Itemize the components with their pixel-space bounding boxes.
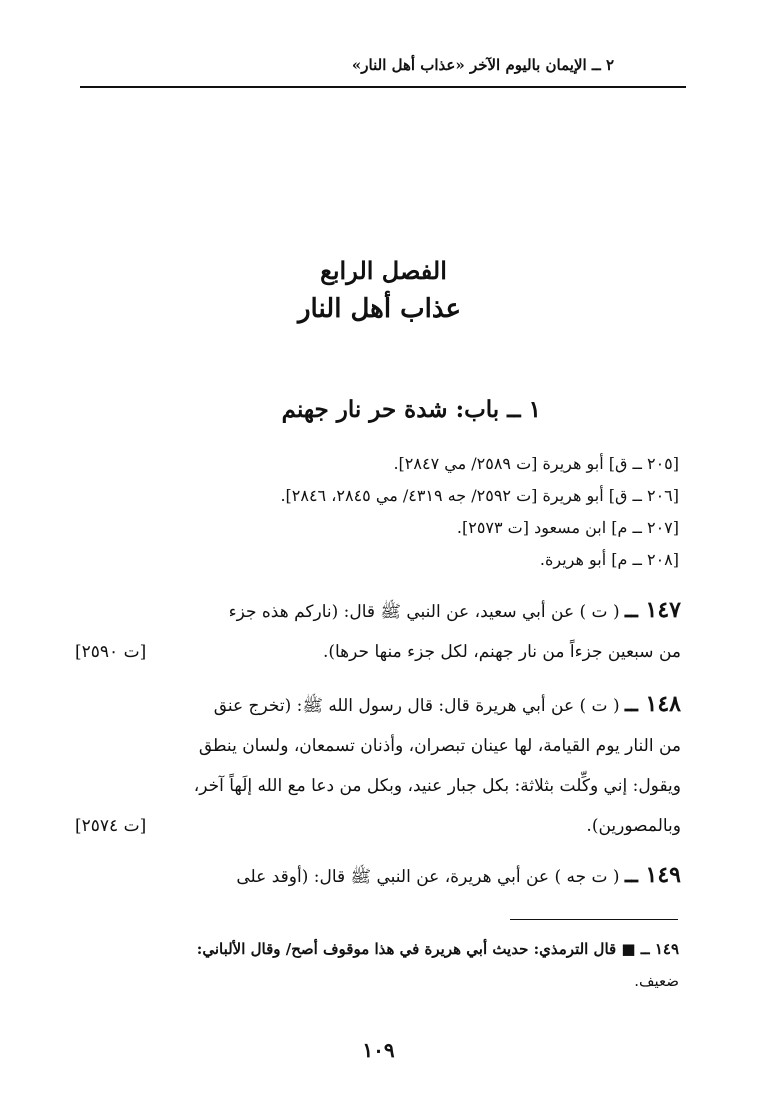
hadith-line <box>75 806 681 846</box>
page-number: ١٠٩ <box>362 1038 395 1062</box>
footnote-line: ضعيف. <box>634 972 679 990</box>
hadith-number: ١٤٧ ــ <box>624 597 681 623</box>
footnote <box>73 933 679 997</box>
hadith-149 <box>75 855 681 897</box>
footnote-line: ١٤٩ ــ ■ قال الترمذي: حديث أبي هريرة في هذا موقوف أصح/ وقال الألباني: <box>196 940 679 958</box>
hadith-text: ويقول: إني وكِّلت بثلاثة: بكل جبار عنيد، وبكل من دعا مع الله إلَهاً آخر، <box>193 776 681 796</box>
chapter-label: الفصل الرابع <box>320 256 447 285</box>
hadith-147 <box>75 590 681 672</box>
running-header <box>80 48 686 88</box>
hadith-148 <box>75 684 681 846</box>
hadith-number: ١٤٨ ــ <box>624 691 681 717</box>
running-title: ٢ ــ الإيمان باليوم الآخر «عذاب أهل النار» <box>351 56 614 74</box>
hadith-text: من النار يوم القيامة، لها عينان تبصران، وأذنان تسمعان، ولسان ينطق <box>198 736 681 756</box>
hadith-number: ١٤٩ ــ <box>624 862 681 888</box>
hadith-text: ( ت جه ) عن أبي هريرة، عن النبي ﷺ قال: (أوقد على <box>236 867 620 887</box>
reference-line: [٢٠٨ ــ م] أبو هريرة. <box>539 550 679 569</box>
hadith-line <box>75 766 681 806</box>
section-title: ١ ــ باب: شدة حر نار جهنم <box>281 396 541 423</box>
references-list <box>79 448 679 576</box>
reference-line: [٢٠٧ ــ م] ابن مسعود [ت ٢٥٧٣]. <box>456 518 679 537</box>
reference-line: [٢٠٥ ــ ق] أبو هريرة [ت ٢٥٨٩/ مي ٢٨٤٧]. <box>393 454 679 473</box>
footnote-divider <box>510 919 678 920</box>
hadith-line <box>75 684 681 726</box>
reference-line: [٢٠٦ ــ ق] أبو هريرة [ت ٢٥٩٢/ جه ٤٣١٩/ مي ٢٨٤٥، ٢٨٤٦]. <box>280 486 679 505</box>
chapter-heading <box>0 252 757 328</box>
hadith-source: [ت ٢٥٧٤] <box>75 816 147 836</box>
hadith-text: ( ت ) عن أبي هريرة قال: قال رسول الله ﷺ: (تخرج عنق <box>213 696 620 716</box>
chapter-title: عذاب أهل النار <box>297 294 462 324</box>
hadith-line <box>75 590 681 632</box>
hadith-line <box>75 855 681 897</box>
hadith-line <box>75 632 681 672</box>
hadith-source: [ت ٢٥٩٠] <box>75 642 147 662</box>
hadith-text: ( ت ) عن أبي سعيد، عن النبي ﷺ قال: (ناركم هذه جزء <box>228 602 620 622</box>
hadith-text: وبالمصورين). <box>586 816 681 836</box>
hadith-line <box>75 726 681 766</box>
hadith-text: من سبعين جزءاً من نار جهنم، لكل جزء منها حرها). <box>322 642 681 662</box>
